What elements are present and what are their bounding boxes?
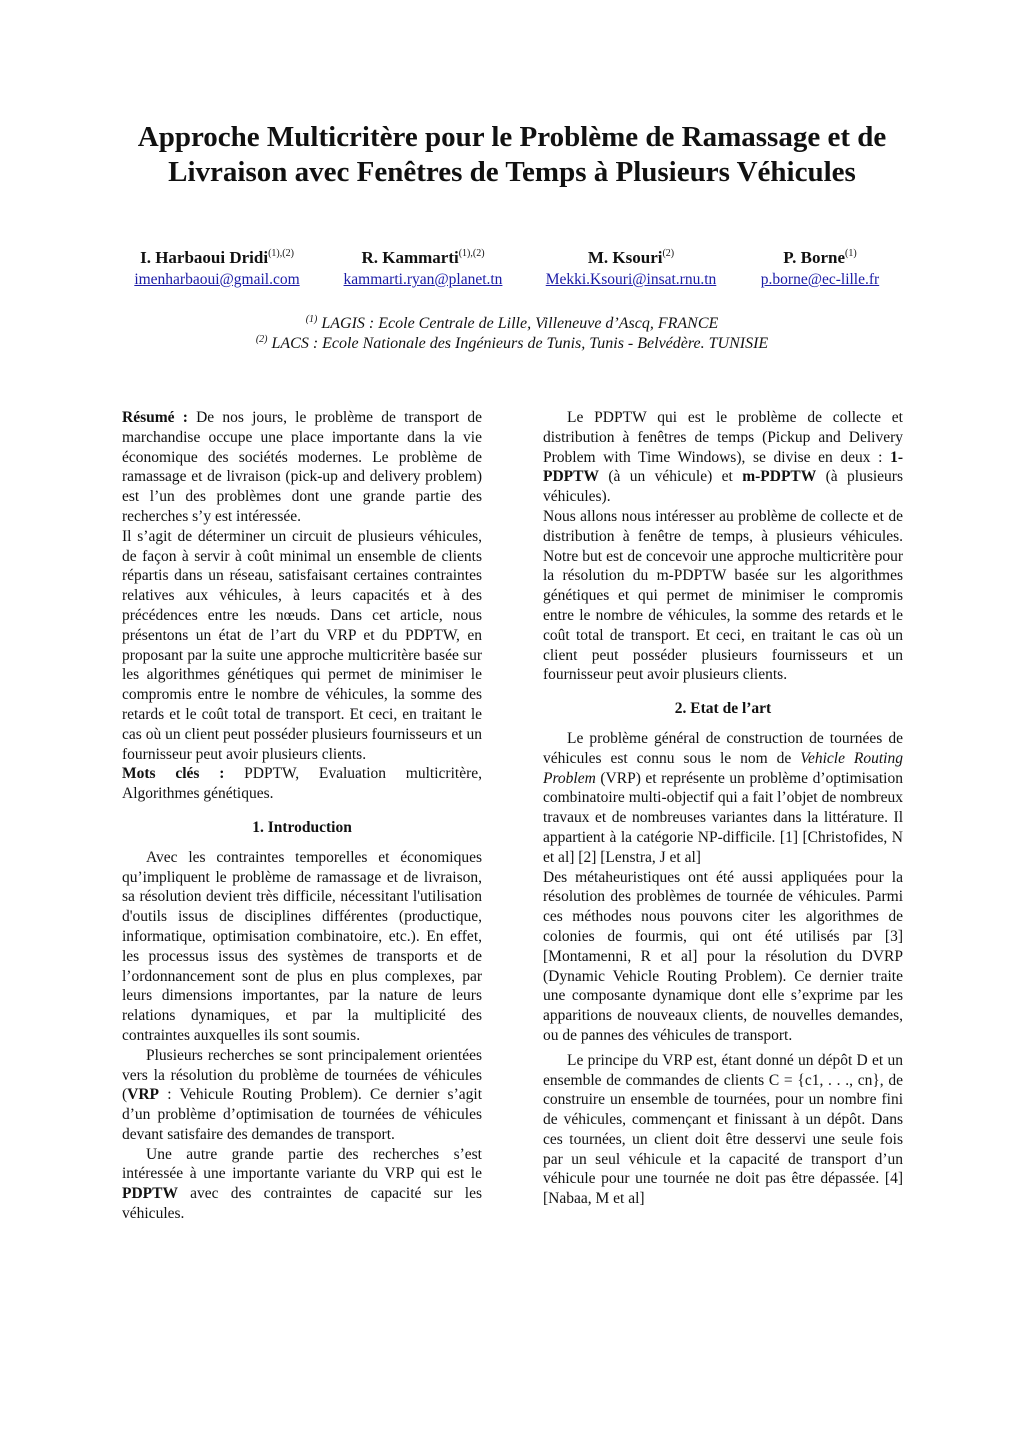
intro-text: : Vehicule Routing Problem). Ce dernier s’agit d’un problème d’optimisation de tournées de véhicules devant satisfaire des demandes de transport. [122,1086,482,1143]
left-column [122,408,482,1224]
term-vehicle-routing-problem: Vehicle Routing Problem [543,749,903,787]
affiliation-marker: (1) [305,314,318,325]
author-affil-marker: (1) [845,248,857,259]
author-3 [524,248,738,290]
right-column [543,408,903,1209]
keywords-text: PDPTW, Evaluation multicritère, Algorithmes génétiques. [122,765,482,803]
author-email-link[interactable]: Mekki.Ksouri@insat.rnu.tn [545,271,717,288]
intro-text: avec des contraintes de capacité sur les véhicules. [122,1185,482,1223]
author-email-link[interactable]: kammarti.ryan@planet.tn [343,271,503,288]
author-name: R. Kammarti [361,248,459,267]
intro-text: Une autre grande partie des recherches s’est intéressée à une importante variante du VRP qui est le [122,1145,482,1183]
body-text: Le problème général de construction de tournées de véhicules est connu sous le nom de [543,729,903,767]
author-name: M. Ksouri [587,248,663,267]
section-heading-introduction: 1. Introduction [252,818,352,836]
term-m-pdptw: m-PDPTW [742,468,817,486]
affiliation-text: LAGIS : Ecole Centrale de Lille, Villeneuve d’Ascq, FRANCE [321,315,719,332]
intro-paragraph-3 [122,1145,482,1224]
body-text: Le PDPTW qui est le problème de collecte et distribution à fenêtres de temps (Pickup and Delivery Problem with Time Windows), se divise en deux : [543,409,903,466]
keywords-label: Mots clés : [122,765,225,783]
author-name: P. Borne [783,248,846,267]
abstract-paragraph-2: Il s’agit de déterminer un circuit de plusieurs véhicules, de façon à servir à coût minimal un ensemble de clients répartis dans un réseau, satisfaisant certaines contraintes relatives aux véhicules, à leurs capacités et à des précédences entre les nœuds. Dans cet article, nous présentons un état de l’art du VRP et du PDPTW, en proposant par la suite une approche multicritère basée sur les algorithmes génétiques qui permet de minimiser le compromis entre le nombre de véhicules, la somme des retards et le coût total de transport. Et ceci, en traitant le cas où un client peut posséder plusieurs fournisseurs et un fournisseur peut avoir plusieurs clients. [122,527,482,763]
intro-term-pdptw: PDPTW [122,1185,178,1203]
abstract-paragraph [122,408,482,527]
intro-term-vrp: VRP [127,1086,160,1104]
author-email-link[interactable]: imenharbaoui@gmail.com [134,271,300,288]
paper-title: Approche Multicritère pour le Problème de Ramassage et de Livraison avec Fenêtres de Temps à Plusieurs Véhicules [137,121,887,188]
author-name: I. Harbaoui Dridi [140,248,269,267]
author-affil-marker: (2) [662,248,675,259]
affiliation-marker: (2) [255,334,268,345]
keywords-paragraph [122,764,482,804]
author-affil-marker: (1),(2) [458,248,485,259]
intro-paragraph-1: Avec les contraintes temporelles et économiques qu’impliquent le problème de ramassage et de livraison, sa résolution devient très difficile, nécessitant l'utilisation d'outils issus de disciplines différentes (productique, informatique, optimisation combinatoire, etc.). En effet, les processus issus des systèmes de transports et de l’ordonnancement sont de plus en plus complexes, par leurs dimensions importantes, par la nature de leurs relations dynamiques, et par la multiplicité des contraintes auxquelles ils sont soumis. [122,848,482,1044]
vrp-principle-paragraph: Le principe du VRP est, étant donné un dépôt D et un ensemble de commandes de clients C = {c1, . . ., cn}, de construire un ensemble de tournées, pour un nombre fini de véhicules, commençant et finissant à un dépôt. Dans ces tournées, un client doit être desservi une seule fois par un seul véhicule et la capacité de transport d’un véhicule pour une tournée ne doit pas être dépassée. [4] [Nabaa, M et al] [543,1051,903,1208]
abstract-label: Résumé : [122,409,188,426]
section-heading-state-of-art: 2. Etat de l’art [674,700,772,718]
author-2 [322,248,524,290]
author-1 [112,248,322,290]
vrp-paragraph [543,729,903,868]
affiliation-1 [150,314,874,334]
abstract-text: De nos jours, le problème de transport de marchandise occupe une place importante dans la vie économique des sociétés modernes. Le problème de ramassage et de livraison (pick-up and delivery problem) est l’un des problèmes dont une grande partie des recherches s’y est intéressée. [122,409,482,525]
body-text: (VRP) et représente un problème d’optimisation combinatoire multi-objectif qui a fait l’objet de nombreux travaux et de nombreuses variantes dans la littérature. Il appartient à la catégorie NP-difficile. [1] [Christofides, N et al] [2] [Lenstra, J et al] [543,769,903,866]
body-text: (à un véhicule) et [598,468,743,486]
author-4 [744,248,896,290]
intro-text: Plusieurs recherches se sont principalement orientées vers la résolution du problème de tournées de véhicules ( [122,1046,482,1104]
author-email-link[interactable]: p.borne@ec-lille.fr [760,271,880,288]
affiliation-text: LACS : Ecole Nationale des Ingénieurs de Tunis, Tunis - Belvédère. TUNISIE [271,335,769,352]
affiliation-2 [150,334,874,354]
goal-paragraph: Nous allons nous intéresser au problème de collecte et de distribution à fenêtre de temps, à plusieurs véhicules. Notre but est de concevoir une approche multicritère pour la résolution du m-PDPTW basée sur les algorithmes génétiques et qui permet de minimiser le compromis entre le nombre de véhicules, la somme des retards et le coût total de transport. Et ceci, en traitant le cas où un client peut posséder plusieurs fournisseurs et un fournisseur peut avoir plusieurs clients. [543,507,903,684]
author-affil-marker: (1),(2) [268,248,294,259]
metaheuristics-paragraph: Des métaheuristiques ont été aussi appliquées pour la résolution des problèmes de tournée de véhicules. Parmi ces méthodes nous pouvons citer les algorithmes de colonies de fourmis, qui ont été utilisés par [3] [Montamenni, R et al] pour la résolution du DVRP (Dynamic Vehicle Routing Problem). Ce dernier traite une composante dynamique dont elle s’exprime par les apparitions de nouveaux clients, de nouvelles demandes, ou de pannes des véhicules de transport. [543,868,903,1044]
pdptw-paragraph [543,408,903,507]
body-text: (à plusieurs véhicules). [543,468,903,506]
intro-paragraph-2 [122,1046,482,1145]
term-1-pdptw: 1-PDPTW [543,448,903,486]
